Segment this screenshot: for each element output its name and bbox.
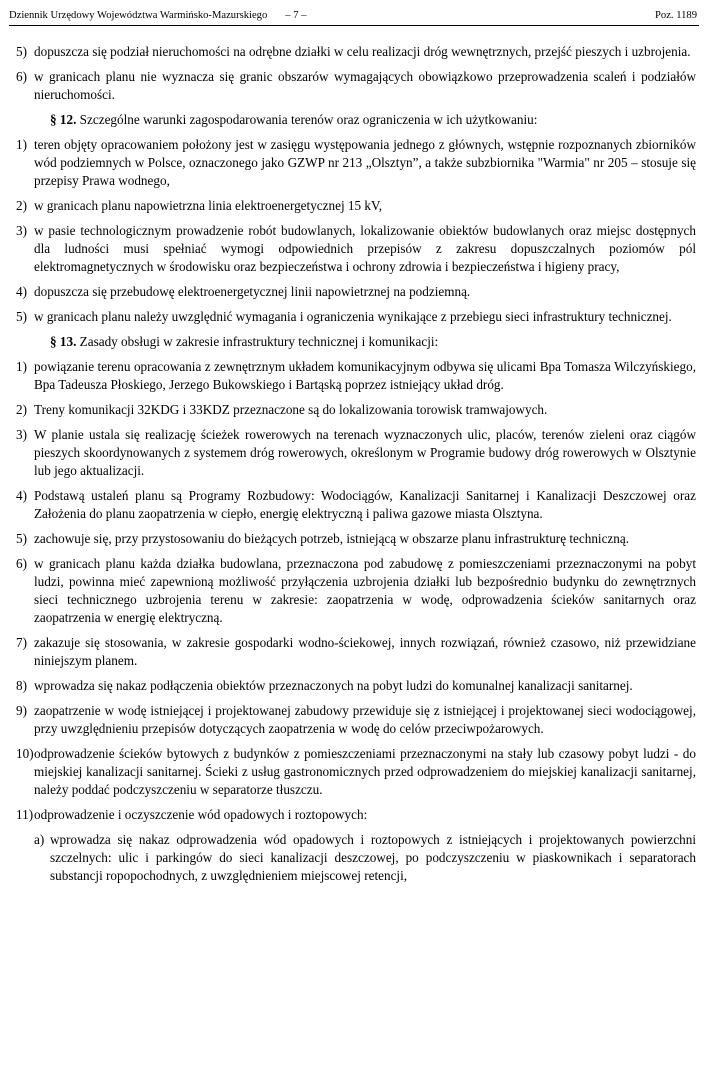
item-text: odprowadzenie ścieków bytowych z budynków z pomieszczeniami przeznaczonymi na stały lub czasowy pobyt ludzi - do miejskiej kanalizacji sanitarnej. Ścieki z usług gastronomicznych przed odprowadzeniem do miejskiej kanalizacji sanitarnej, należy poddać podczyszczeniu w separatorze tłuszczu. <box>34 746 696 797</box>
list-item <box>16 487 696 523</box>
item-number: 1) <box>16 359 27 374</box>
item-text: Podstawą ustaleń planu są Programy Rozbudowy: Wodociągów, Kanalizacji Sanitarnej i Kanalizacji Deszczowej oraz Założenia do planu zaopatrzenia w ciepło, energię elektryczną i paliwa gazowe miasta Olsztyna. <box>34 488 696 521</box>
list-item <box>16 136 696 190</box>
list-item <box>16 555 696 627</box>
section-13-sign: § 13. <box>50 334 77 349</box>
list-item <box>16 401 696 419</box>
item-number: 11) <box>16 807 34 822</box>
item-text: Treny komunikacji 32KDG i 33KDZ przeznaczone są do lokalizowania torowisk tramwajowych. <box>34 402 548 417</box>
item-text: wprowadza się nakaz podłączenia obiektów przeznaczonych na pobyt ludzi do komunalnej kanalizacji sanitarnej. <box>34 678 633 693</box>
list-item <box>16 68 696 104</box>
position-number: Poz. 1189 <box>655 10 697 21</box>
sublist-item <box>34 831 696 885</box>
item-number: a) <box>34 832 45 847</box>
item-number: 8) <box>16 678 27 693</box>
list-section-12 <box>16 136 696 326</box>
item-text: teren objęty opracowaniem położony jest w zasięgu występowania jednego z głównych, wstępnie rozpoznanych zbiorników wód podziemnych w Polsce, oznaczonego jako GZWP nr 213 „Olsztyn”, a także subzbiornika "Warmia" nr 205 – stosuje się przepisy Prawa wodnego, <box>34 137 696 188</box>
item-text: wprowadza się nakaz odprowadzenia wód opadowych i roztopowych z istniejących i projektowanych powierzchni szczelnych: ulic i parkingów do sieci kanalizacji deszczowej, po podczyszczeniu w piaskownikach i separatorach substancji ropopochodnych, z uwzględnieniem miejscowej retencji, <box>50 832 696 883</box>
page-header <box>9 9 699 26</box>
item-text: w pasie technologicznym prowadzenie robót budowlanych, lokalizowanie obiektów budowlanych oraz miejsc dostępnych dla ludności musi spełniać wymogi odpowiednich przepisów z zakresu dopuszczalnych poziomów pól elektromagnetycznych w środowisku oraz bezpieczeństwa i ochrony zdrowia i bezpieczeństwa i higieny pracy, <box>34 223 696 274</box>
item-number: 7) <box>16 635 27 650</box>
header-left-group <box>9 9 306 23</box>
list-item <box>16 197 696 215</box>
item-number: 3) <box>16 223 27 238</box>
item-number: 5) <box>16 531 27 546</box>
item-number: 9) <box>16 703 27 718</box>
item-text: w granicach planu napowietrzna linia elektroenergetycznej 15 kV, <box>34 198 383 213</box>
document-body <box>16 43 696 885</box>
section-13-text: Zasady obsługi w zakresie infrastruktury technicznej i komunikacji: <box>79 334 439 349</box>
item-text: powiązanie terenu opracowania z zewnętrznym układem komunikacyjnym odbywa się ulicami Bpa Tomasza Wilczyńskiego, Bpa Tadeusza Płoskiego, Jerzego Bukowskiego i Bartąską poprzez istniejący układ dróg. <box>34 359 696 392</box>
list-item <box>16 702 696 738</box>
item-text: w granicach planu każda działka budowlana, przeznaczona pod zabudowę z pomieszczeniami przeznaczonymi na pobyt ludzi, powinna mieć zapewnioną możliwość przyłączenia uzbrojenia działki lub bezpośrednio budynku do zewnętrznych sieci technicznego uzbrojenia terenu w zakresie: zaopatrzenia w wodę, odprowadzenia ścieków sanitarnych oraz zaopatrzenia w energię elektryczną. <box>34 556 696 625</box>
item-number: 6) <box>16 556 27 571</box>
item-number: 3) <box>16 427 27 442</box>
list-item <box>16 530 696 548</box>
list-item <box>16 358 696 394</box>
list-item <box>16 308 696 326</box>
list-section-13 <box>16 358 696 824</box>
section-12-sign: § 12. <box>50 112 77 127</box>
item-number: 5) <box>16 309 27 324</box>
item-text: dopuszcza się przebudowę elektroenergetycznej linii napowietrznej na podziemną. <box>34 284 471 299</box>
item-text: odprowadzenie i oczyszczenie wód opadowych i roztopowych: <box>34 807 368 822</box>
section-12-text: Szczególne warunki zagospodarowania terenów oraz ograniczenia w ich użytkowaniu: <box>79 112 538 127</box>
item-number: 2) <box>16 402 27 417</box>
item-number: 6) <box>16 69 27 84</box>
journal-title: Dziennik Urzędowy Województwa Warmińsko-Mazurskiego <box>9 10 268 21</box>
list-section-11-end <box>16 43 696 104</box>
section-12-heading <box>16 111 696 129</box>
item-number: 4) <box>16 488 27 503</box>
item-text: zachowuje się, przy przystosowaniu do bieżących potrzeb, istniejącą w obszarze planu infrastrukturę techniczną. <box>34 531 630 546</box>
item-text: zakazuje się stosowania, w zakresie gospodarki wodno-ściekowej, innych rozwiązań, również czasowo, niż przewidziane niniejszym planem. <box>34 635 696 668</box>
item-number: 10) <box>16 746 34 761</box>
item-text: w granicach planu należy uwzględnić wymagania i ograniczenia wynikające z przebiegu sieci infrastruktury technicznej. <box>34 309 672 324</box>
list-item <box>16 222 696 276</box>
list-item <box>16 283 696 301</box>
item-text: W planie ustala się realizację ścieżek rowerowych na terenach wyznaczonych ulic, placów, terenów zieleni oraz ciągów pieszych skoordynowanych z systemem dróg rowerowych, określonym w Programie budowy dróg rowerowych w Olsztynie lub jego aktualizacji. <box>34 427 696 478</box>
list-item <box>16 634 696 670</box>
list-item <box>16 426 696 480</box>
item-number: 4) <box>16 284 27 299</box>
list-item <box>16 43 696 61</box>
sublist-item-11 <box>16 831 696 885</box>
list-item <box>16 745 696 799</box>
item-text: zaopatrzenie w wodę istniejącej i projektowanej zabudowy przewiduje się z istniejącej i projektowanej sieci wodociągowej, przy uwzględnieniu przepisów dotyczących zaopatrzenia w wodę do celów przeciwpożarowych. <box>34 703 696 736</box>
page-number: – 7 – <box>285 10 307 21</box>
item-text: dopuszcza się podział nieruchomości na odrębne działki w celu realizacji dróg wewnętrznych, przejść pieszych i uzbrojenia. <box>34 44 691 59</box>
list-item <box>16 677 696 695</box>
item-text: w granicach planu nie wyznacza się granic obszarów wymagających obowiązkowo przeprowadzenia scaleń i podziałów nieruchomości. <box>34 69 696 102</box>
list-item <box>16 806 696 824</box>
item-number: 5) <box>16 44 27 59</box>
item-number: 2) <box>16 198 27 213</box>
item-number: 1) <box>16 137 27 152</box>
section-13-heading <box>16 333 696 351</box>
